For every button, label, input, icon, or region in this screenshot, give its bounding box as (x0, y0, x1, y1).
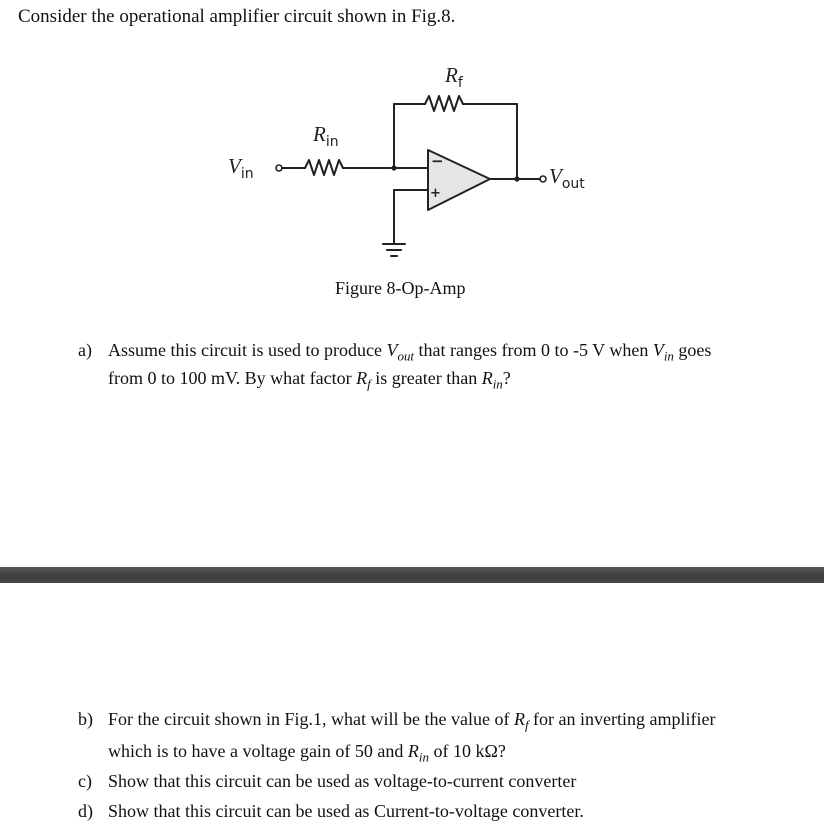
noninverting-input-sign: + (430, 186, 441, 201)
question-d-text: Show that this circuit can be used as Current-to-voltage converter. (108, 801, 584, 821)
page-separator-bar (0, 567, 824, 583)
question-d (78, 797, 798, 825)
inverting-input-sign: − (431, 152, 444, 170)
question-a-label: a) (78, 340, 92, 360)
rin-label: $R_{in}$ (313, 122, 339, 150)
question-b-label: b) (78, 709, 93, 729)
question-b-line-2: which is to have a voltage gain of 50 and $R_{in}$ of 10 kΩ? (108, 741, 506, 765)
rf-resistor (425, 96, 463, 111)
feedback-junction-dot (391, 165, 396, 170)
question-c-text: Show that this circuit can be used as voltage-to-current converter (108, 771, 577, 791)
question-a (78, 336, 798, 396)
vin-label: $V_{in}$ (228, 154, 254, 182)
figure-caption: Figure 8-Op-Amp (335, 278, 466, 298)
op-amp-circuit-diagram (0, 0, 824, 300)
vout-label: $V_{out}$ (549, 164, 585, 192)
question-a-line-1: Assume this circuit is used to produce $V_{out}$ that ranges from 0 to -5 V when $V_{in}$ goes (108, 340, 712, 364)
output-junction-dot (514, 176, 519, 181)
question-a-line-2: from 0 to 100 mV. By what factor $R_f$ is greater than $R_{in}$? (108, 368, 511, 392)
question-c-label: c) (78, 771, 92, 791)
question-c (78, 767, 798, 795)
question-b-line-1: For the circuit shown in Fig.1, what will be the value of $R_f$ for an inverting amplifier (108, 709, 716, 733)
rin-resistor (305, 160, 343, 175)
question-d-label: d) (78, 801, 93, 821)
rf-label: $R_f$ (445, 63, 463, 91)
question-b (78, 705, 798, 765)
intro-text: Consider the operational amplifier circuit shown in Fig.8. (18, 6, 456, 27)
